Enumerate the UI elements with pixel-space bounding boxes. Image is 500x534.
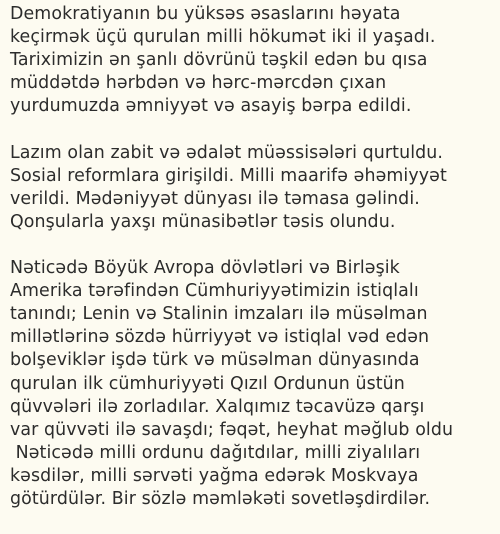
text-line: Nəticədə milli ordunu dağıtdılar, milli ziyalıları — [10, 442, 421, 463]
text-line: Qonşularla yaxşı münasibətlər təsis olundu. — [10, 211, 396, 232]
text-line: yurdumuzda əmniyyət və asayiş bərpa edildi. — [10, 96, 412, 117]
paragraph-2 — [10, 142, 494, 234]
text-line: kəsdilər, milli sərvəti yağma edərək Moskvaya — [10, 465, 419, 486]
paragraph-1 — [10, 3, 494, 118]
text-line: Lazım olan zabit və ədalət müəssisələri qurtuldu. — [10, 142, 444, 163]
text-line: verildi. Mədəniyyət dünyası ilə təmasa gəlindi. — [10, 188, 420, 209]
text-line: Demokratiyanın bu yüksəs əsaslarını həyata — [10, 4, 401, 24]
document-page — [10, 3, 494, 534]
text-line: götürdülər. Bir sözlə məmləkəti sovetləşdirdilər. — [10, 488, 431, 509]
text-line: millətlərinə sözdə hürriyyət və istiqlal vəd edən — [10, 327, 430, 348]
text-line: Tariximizin ən şanlı dövrünü təşkil edən bu qısa — [10, 50, 428, 71]
text-line: qüvvələri ilə zorladılar. Xalqımız təcavüzə qarşı — [10, 396, 425, 417]
text-line: qurulan ilk cümhuriyyəti Qızıl Ordunun üstün — [10, 373, 405, 394]
text-line: Sosial reformlara girişildi. Milli maarifə əhəmiyyət — [10, 165, 447, 186]
text-line: Amerika tərəfindən Cümhuriyyətimizin istiqlalı — [10, 281, 419, 302]
text-line: tanındı; Lenin və Stalinin imzaları ilə müsəlman — [10, 304, 428, 325]
text-line: keçirmək üçü qurulan milli hökumət iki il yaşadı. — [10, 27, 436, 48]
paragraph-3 — [10, 257, 494, 511]
text-line: var qüvvəti ilə savaşdı; fəqət, heyhat məğlub oldu — [10, 419, 454, 440]
text-line: müddətdə hərbdən və hərc-mərcdən çıxan — [10, 73, 387, 94]
text-line: Nəticədə Böyük Avropa dövlətləri və Birləşik — [10, 258, 400, 279]
text-line: bolşeviklər işdə türk və müsəlman dünyasında — [10, 350, 420, 371]
